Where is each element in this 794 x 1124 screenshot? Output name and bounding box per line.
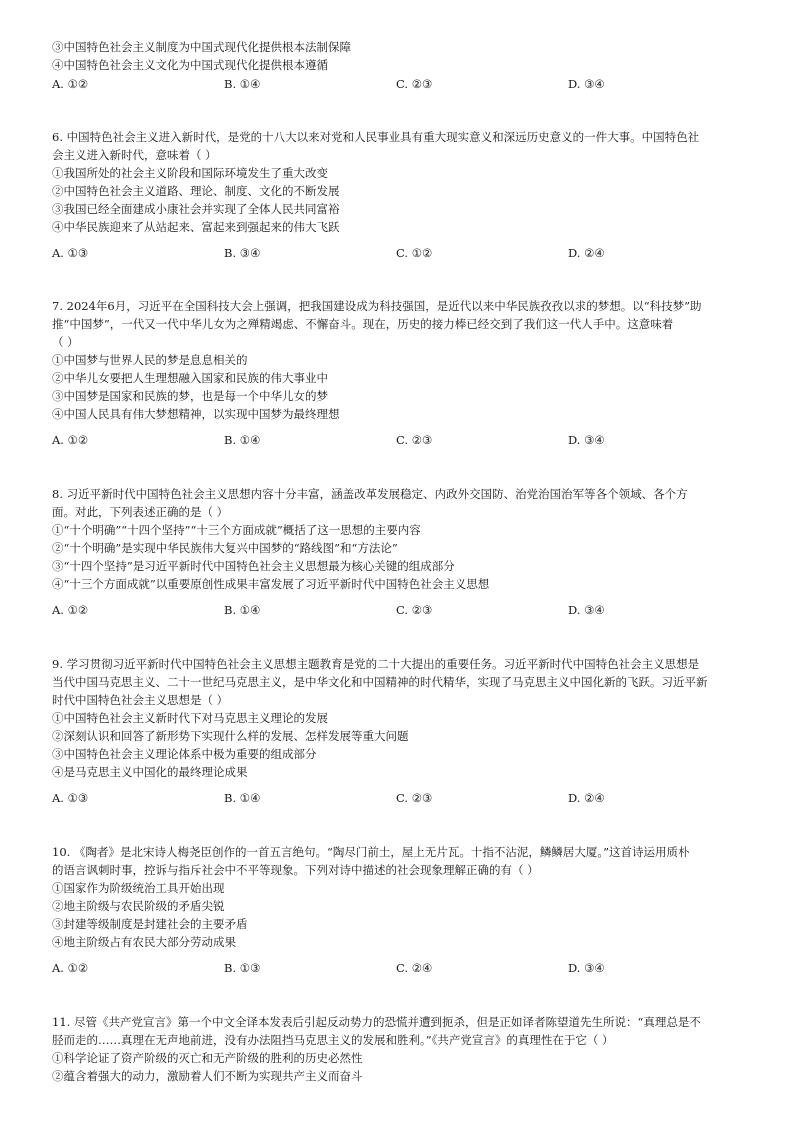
choice-c[interactable]: C. ②④ bbox=[396, 961, 433, 975]
choice-b[interactable]: B. ①④ bbox=[224, 791, 261, 805]
choice-b[interactable]: B. ③④ bbox=[224, 246, 261, 260]
choice-d[interactable]: D. ②④ bbox=[568, 791, 605, 805]
option-item: ①我国所处的社会主义阶段和国际环境发生了重大改变 bbox=[52, 166, 328, 180]
option-item: ②“十个明确”是实现中华民族伟大复兴中国梦的“路线图”和“方法论” bbox=[52, 541, 398, 555]
option-item: ②地主阶级与农民阶级的矛盾尖锐 bbox=[52, 899, 225, 913]
question-stem: 胫而走的……真理在无声地前进，没有办法阻挡马克思主义的发展和胜利。”《共产党宣言》的真理性在于它（ ） bbox=[52, 1033, 614, 1047]
answer-choices bbox=[52, 959, 752, 977]
question-stem: 当代中国马克思主义、二十一世纪马克思主义，是中华文化和中国精神的时代精华，实现了马克思主义中国化新的飞跃。习近平新 bbox=[52, 675, 708, 689]
answer-choices bbox=[52, 431, 752, 449]
choice-b[interactable]: B. ①④ bbox=[224, 433, 261, 447]
option-item: ②中国特色社会主义道路、理论、制度、文化的不断发展 bbox=[52, 184, 340, 198]
option-item: ④中华民族迎来了从站起来、富起来到强起来的伟大飞跃 bbox=[52, 220, 340, 234]
question-stem: 的语言讽刺时事，控诉与指斥社会中不平等现象。下列对诗中描述的社会现象理解正确的有（ ） bbox=[52, 863, 539, 877]
option-item: ②蕴含着强大的动力，激励着人们不断为实现共产主义而奋斗 bbox=[52, 1069, 363, 1083]
choice-d[interactable]: D. ③④ bbox=[568, 433, 605, 447]
question-stem: 时代中国特色社会主义思想是（ ） bbox=[52, 693, 229, 707]
question-stem: （ ） bbox=[52, 335, 79, 349]
choice-a[interactable]: A. ①② bbox=[52, 603, 89, 617]
option-item: ④是马克思主义中国化的最终理论成果 bbox=[52, 765, 248, 779]
option-item: ②中华儿女要把人生理想融入国家和民族的伟大事业中 bbox=[52, 371, 328, 385]
question-stem: 推“中国梦”，一代又一代中华儿女为之殚精竭虑、不懈奋斗。现在，历史的接力棒已经交到了我们这一代人手中。这意味着 bbox=[52, 317, 674, 331]
answer-choices bbox=[52, 601, 752, 619]
choice-d[interactable]: D. ③④ bbox=[568, 77, 605, 91]
choice-c[interactable]: C. ②③ bbox=[396, 603, 433, 617]
choice-d[interactable]: D. ③④ bbox=[568, 603, 605, 617]
option-item: ①科学论证了资产阶级的灭亡和无产阶级的胜利的历史必然性 bbox=[52, 1051, 363, 1065]
choice-d[interactable]: D. ②④ bbox=[568, 246, 605, 260]
option-item: ①中国特色社会主义新时代下对马克思主义理论的发展 bbox=[52, 711, 328, 725]
question-stem: 11. 尽管《共产党宣言》第一个中文全译本发表后引起反动势力的恐慌并遭到扼杀，但是正如译者陈望道先生所说：“真理总是不 bbox=[52, 1015, 701, 1029]
choice-b[interactable]: B. ①③ bbox=[224, 961, 261, 975]
answer-choices bbox=[52, 789, 752, 807]
option-item: ④中国人民具有伟大梦想精神，以实现中国梦为最终理想 bbox=[52, 407, 340, 421]
choice-a[interactable]: A. ①② bbox=[52, 961, 89, 975]
option-item: ③封建等级制度是封建社会的主要矛盾 bbox=[52, 917, 248, 931]
question-stem: 会主义进入新时代，意味着（ ） bbox=[52, 148, 217, 162]
choice-a[interactable]: A. ①③ bbox=[52, 246, 89, 260]
choice-b[interactable]: B. ①④ bbox=[224, 603, 261, 617]
choice-c[interactable]: C. ①② bbox=[396, 246, 433, 260]
option-item: ③中国梦是国家和民族的梦，也是每一个中华儿女的梦 bbox=[52, 389, 328, 403]
option-item: ③我国已经全面建成小康社会并实现了全体人民共同富裕 bbox=[52, 202, 340, 216]
question-stem: 10. 《陶者》是北宋诗人梅尧臣创作的一首五言绝句。“陶尽门前土，屋上无片瓦。十指不沾泥，鳞鳞居大厦。”这首诗运用质朴 bbox=[52, 845, 690, 859]
option-item: ①中国梦与世界人民的梦是息息相关的 bbox=[52, 353, 248, 367]
choice-c[interactable]: C. ②③ bbox=[396, 433, 433, 447]
option-item: ④“十三个方面成就”以重要原创性成果丰富发展了习近平新时代中国特色社会主义思想 bbox=[52, 577, 490, 591]
choice-a[interactable]: A. ①② bbox=[52, 433, 89, 447]
option-item: ①“十个明确”“十四个坚持”“十三个方面成就”概括了这一思想的主要内容 bbox=[52, 523, 421, 537]
option-item: ③“十四个坚持”是习近平新时代中国特色社会主义思想最为核心关键的组成部分 bbox=[52, 559, 455, 573]
question-stem: 7. 2024年6月，习近平在全国科技大会上强调，把我国建设成为科技强国，是近代以来中华民族孜孜以求的梦想。以“科技梦”助 bbox=[52, 299, 702, 313]
choice-a[interactable]: A. ①③ bbox=[52, 791, 89, 805]
choice-c[interactable]: C. ②③ bbox=[396, 77, 433, 91]
question-stem: 6. 中国特色社会主义进入新时代，是党的十八大以来对党和人民事业具有重大现实意义和深远历史意义的一件大事。中国特色社 bbox=[52, 130, 700, 144]
question-stem: 8. 习近平新时代中国特色社会主义思想内容十分丰富，涵盖改革发展稳定、内政外交国防、治党治国治军等各个领域、各个方 bbox=[52, 487, 688, 501]
answer-choices bbox=[52, 244, 752, 262]
choice-c[interactable]: C. ②③ bbox=[396, 791, 433, 805]
choice-b[interactable]: B. ①④ bbox=[224, 77, 261, 91]
option-item: ②深刻认识和回答了新形势下实现什么样的发展、怎样发展等重大问题 bbox=[52, 729, 409, 743]
answer-choices bbox=[52, 75, 752, 93]
choice-a[interactable]: A. ①② bbox=[52, 77, 89, 91]
option-item: ①国家作为阶级统治工具开始出现 bbox=[52, 881, 225, 895]
choice-d[interactable]: D. ③④ bbox=[568, 961, 605, 975]
question-stem: 9. 学习贯彻习近平新时代中国特色社会主义思想主题教育是党的二十大提出的重要任务。习近平新时代中国特色社会主义思想是 bbox=[52, 657, 700, 671]
option-item: ④地主阶级占有农民大部分劳动成果 bbox=[52, 935, 236, 949]
option-item: ③中国特色社会主义理论体系中极为重要的组成部分 bbox=[52, 747, 317, 761]
option-item: ④中国特色社会主义文化为中国式现代化提供根本遵循 bbox=[52, 58, 328, 72]
option-item: ③中国特色社会主义制度为中国式现代化提供根本法制保障 bbox=[52, 40, 351, 54]
question-stem: 面。对此，下列表述正确的是（ ） bbox=[52, 505, 229, 519]
